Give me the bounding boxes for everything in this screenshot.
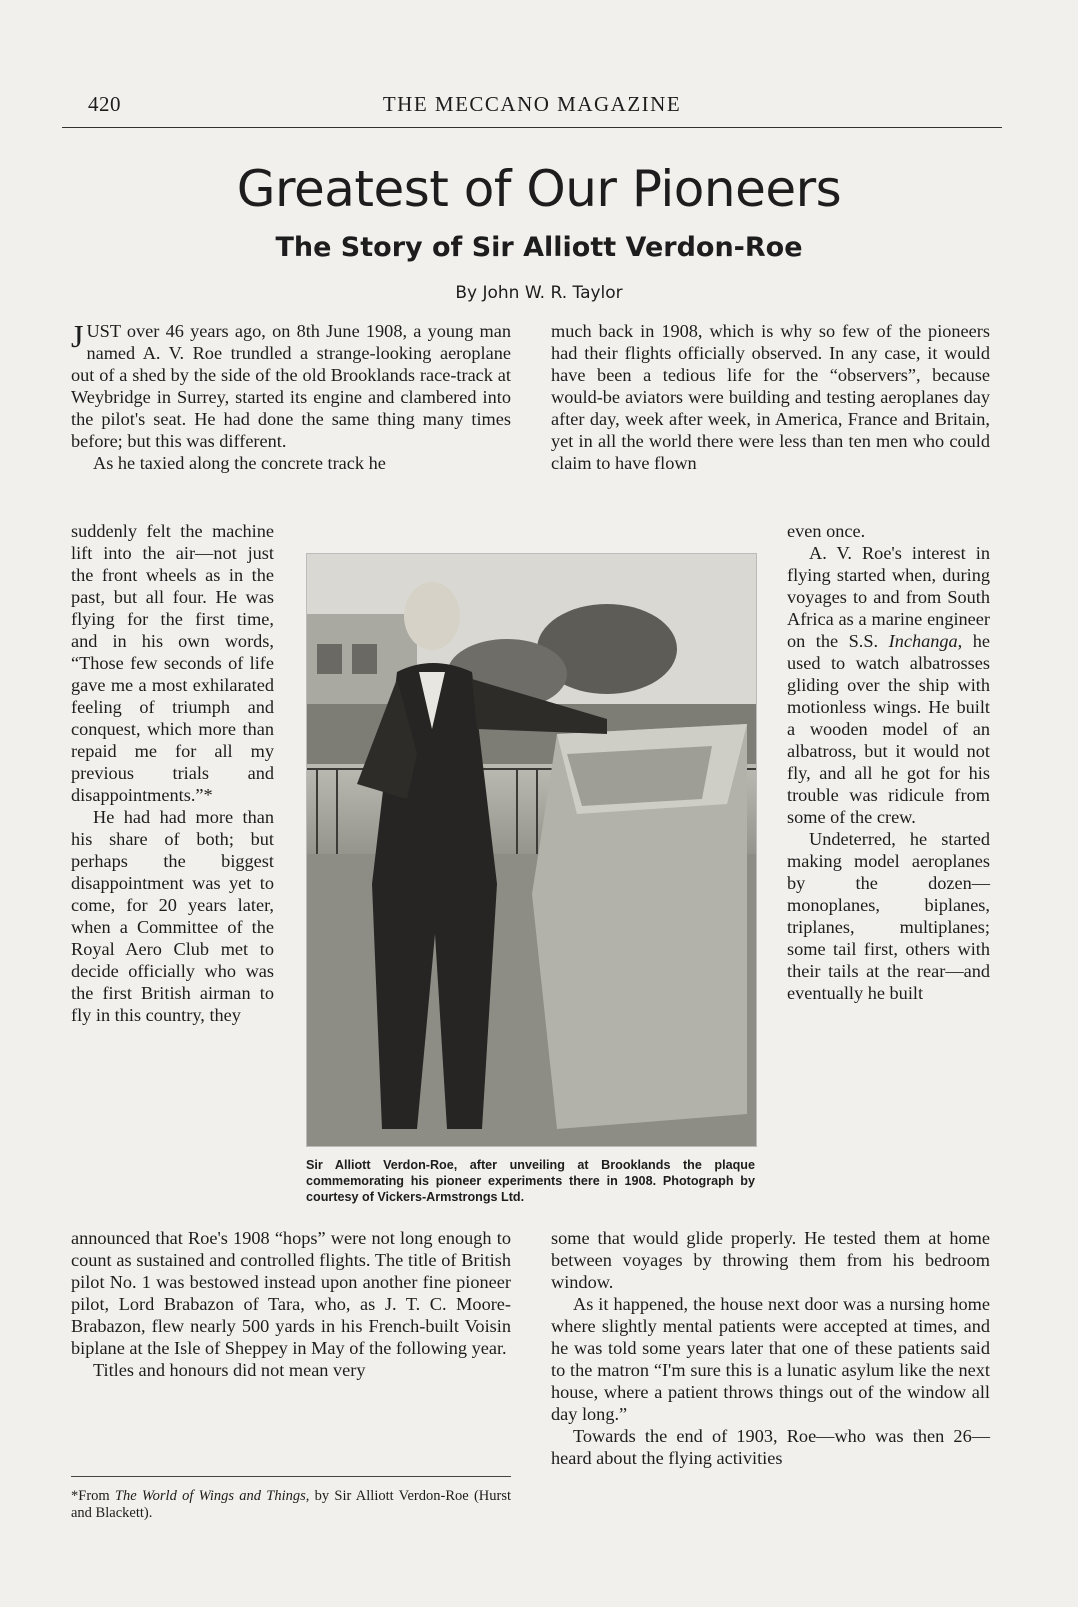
ship-name: Inchanga xyxy=(888,631,958,651)
footnote-text: *From xyxy=(71,1488,115,1504)
article-byline: By John W. R. Taylor xyxy=(455,283,623,303)
paragraph: As he taxied along the concrete track he xyxy=(93,453,386,473)
paragraph xyxy=(71,320,511,452)
photo-caption: Sir Alliott Verdon-Roe, after unveiling at Brooklands the plaque commemorating his pioneer experiments there in 1908. Photograph by courtesy of Vickers-Armstrongs Ltd. xyxy=(306,1158,755,1204)
column-2-bottom xyxy=(551,1227,990,1469)
paragraph: announced that Roe's 1908 “hops” were not long enough to count as sustained and controlled flights. The title of British pilot No. 1 was bestowed instead upon another fine pioneer pilot, Lord Brabazon of Tara, who, as J. T. C. Moore-Brabazon, flew nearly 500 yards in his French-built Voisin biplane at the Isle of Sheppey in May of the following year. xyxy=(71,1228,511,1358)
paragraph: some that would glide properly. He tested them at home between voyages by throwing them from his bedroom window. xyxy=(551,1228,990,1292)
column-2-top xyxy=(551,320,990,474)
paragraph: Undeterred, he started making model aeroplanes by the dozen—monoplanes, biplanes, triplanes, multiplanes; some tail first, others with their tails at the rear—and eventually he built xyxy=(787,829,990,1003)
paragraph-text: A. V. Roe's interest in flying started when, during voyages to and from South Africa as a marine engineer on the S.S. xyxy=(787,543,990,651)
footnote xyxy=(71,1488,511,1522)
paragraph-text: UST over 46 years ago, on 8th June 1908, a young man named A. V. Roe trundled a strange-looking aeroplane out of a shed by the side of the old Brooklands race-track at Weybridge in Surrey, started its engine and clambered into the pilot's seat. He had done the same thing many times before; but this was different. xyxy=(71,321,511,451)
magazine-name: THE MECCANO MAGAZINE xyxy=(382,92,682,116)
article-subtitle: The Story of Sir Alliott Verdon-Roe xyxy=(275,232,803,263)
paragraph xyxy=(787,542,990,828)
photograph-illustration xyxy=(307,554,756,1146)
paragraph: Towards the end of 1903, Roe—who was then 26—heard about the flying activities xyxy=(551,1426,990,1468)
paragraph: suddenly felt the machine lift into the air—not just the front wheels as in the past, but all four. He was flying for the first time, and in his own words, “Those few seconds of life gave me a most exhilarated feeling of triumph and conquest, which more than repaid me for all my previous trials and disappointments.”* xyxy=(71,521,274,805)
column-1-top xyxy=(71,320,511,474)
header-rule xyxy=(62,127,1002,128)
paragraph: As it happened, the house next door was a nursing home where slightly mental patients were accepted at times, and he was told some years later that one of these patients said to the matron “I'm sure this is a lunatic asylum like the next house, where a patient throws things out of the window all day long.” xyxy=(551,1294,990,1424)
paragraph: much back in 1908, which is why so few of the pioneers had their flights officially observed. In any case, it would have been a tedious life for the “observers”, because would-be aviators were building and testing aeroplanes day after day, week after week, in America, France and Britain, yet in all the world there were less than ten men who could claim to have flown xyxy=(551,321,990,473)
paragraph: Titles and honours did not mean very xyxy=(93,1360,366,1380)
column-1-wrap xyxy=(71,520,274,1026)
column-1-bottom xyxy=(71,1227,511,1381)
page-number: 420 xyxy=(88,92,121,116)
paragraph-text: , he used to watch albatrosses gliding over the ship with motionless wings. He built a wooden model of an albatross, but it would not fly, and all he got for his trouble was ridicule from some of the crew. xyxy=(787,631,990,827)
drop-cap: J xyxy=(71,318,84,354)
column-2-wrap xyxy=(787,520,990,1004)
paragraph: He had had more than his share of both; but perhaps the biggest disappointment was yet to come, for 20 years later, when a Committee of the Royal Aero Club met to decide officially who was the first British airman to fly in this country, they xyxy=(71,807,274,1025)
running-header xyxy=(62,92,1002,126)
book-title: The World of Wings and Things xyxy=(114,1488,306,1504)
footnote-rule xyxy=(71,1476,511,1477)
paragraph: even once. xyxy=(787,521,866,541)
article-title: Greatest of Our Pioneers xyxy=(236,160,842,218)
footnote-text: , by Sir Alliott Verdon-Roe (Hurst and Blackett). xyxy=(71,1488,511,1521)
photograph xyxy=(306,553,757,1147)
